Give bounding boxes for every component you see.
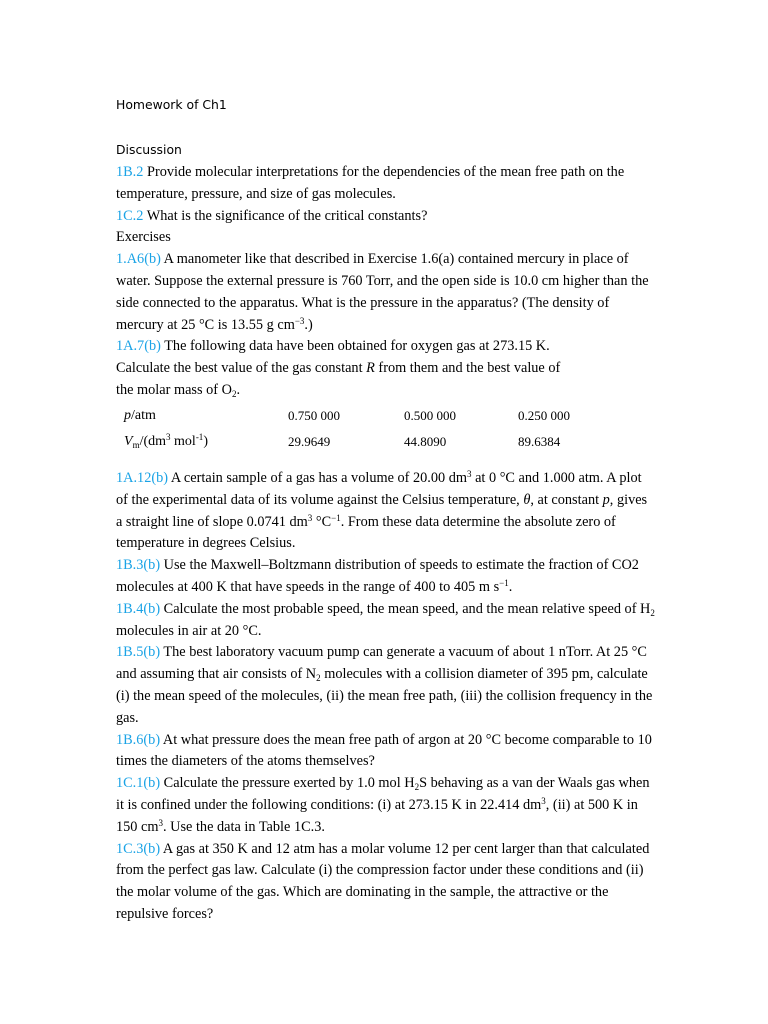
problem-text: The following data have been obtained for oxygen gas at 273.15 K. xyxy=(164,338,550,355)
exercise-item: 1C.1(b) Calculate the pressure exerted by 1.0 mol $H_2S$ behaving as a van der Waals gas when it is confined under the following conditions: (i) at 273.15 K in 22.414 $dm^3$, (ii) at 500 K in 150 $cm^3$. Use the data in Table 1C.3. xyxy=(116,775,650,835)
exercise-item: 1B.5(b) The best laboratory vacuum pump can generate a vacuum of about 1 nTorr. At 25 °C and assuming that air consists of $N_2$ molecules with a collision diameter of 395 pm, calculate (i) the mean speed of the molecules, (ii) the mean free path, (iii) the collision frequency in the gas. xyxy=(116,644,653,726)
section-heading-discussion: Discussion xyxy=(116,142,182,157)
subscript: 2 xyxy=(231,388,237,399)
problem-text: . xyxy=(236,381,241,398)
data-table xyxy=(124,403,618,455)
exercise-item: 1B.3(b) Use the Maxwell–Boltzmann distribution of speeds to estimate the fraction of CO2 molecules at 400 K that have speeds in the range of 400 to 405 m $s^{-1}$. xyxy=(116,557,639,595)
problem-text: Provide molecular interpretations for the dependencies of the mean free path on the temperature, pressure, and size of gas molecules. xyxy=(116,164,625,202)
problem-id: 1B.3(b) xyxy=(116,557,161,574)
exercise-item xyxy=(116,336,656,401)
table-cell: 0.750 000 xyxy=(288,408,340,423)
problem-id: 1B.4(b) xyxy=(116,600,161,617)
discussion-item xyxy=(116,162,656,206)
problem-id: 1B.6(b) xyxy=(116,731,161,748)
problem-id: 1B.2 xyxy=(116,164,144,180)
table-row xyxy=(124,403,618,429)
exercise-item: 1B.4(b) Calculate the most probable speed, the mean speed, and the mean relative speed of $H_2$ molecules in air at 20 °C. xyxy=(116,600,655,639)
variable: R xyxy=(366,360,375,377)
exercise-item: 1B.6(b) At what pressure does the mean free path of argon at 20 °C become comparable to 10 times the diameters of the atoms themselves? xyxy=(116,731,652,770)
table-cell: 0.500 000 xyxy=(404,408,456,423)
table-row-label: p/atm xyxy=(124,408,156,423)
problem-id: 1.A6(b) xyxy=(116,251,161,268)
problem-text: What is the significance of the critical constants? xyxy=(146,207,428,224)
exercise-list xyxy=(116,468,656,926)
page-title: Homework of Ch1 xyxy=(116,97,227,112)
discussion-list xyxy=(116,162,656,402)
exercise-item: 1A.12(b) A certain sample of a gas has a volume of 20.00 $dm^3$ at 0 °C and 1.000 atm. A plot of the experimental data of its volume against the Celsius temperature, θ, at constant p, gives a straight line of slope 0.0741 $dm^3$ $^\circ C^{-1}$. From these data determine the absolute zero of temperature in degrees Celsius. xyxy=(116,469,648,552)
problem-id: 1A.12(b) xyxy=(116,470,169,486)
problem-text-tail: .) xyxy=(304,316,313,333)
discussion-item xyxy=(116,206,656,228)
table-row xyxy=(124,429,618,455)
problem-text: from them and the best value of xyxy=(374,360,561,377)
table-row-label: $V_m/(dm^3$ mol$^{-1}$) xyxy=(124,432,208,450)
section-heading-exercises: Exercises xyxy=(116,229,171,246)
problem-id: 1C.2 xyxy=(116,207,144,224)
problem-text: the molar mass of O xyxy=(116,381,232,398)
table-cell: 0.250 000 xyxy=(518,408,570,423)
problem-id: 1A.7(b) xyxy=(116,338,161,355)
exercise-item xyxy=(116,249,656,336)
problem-id: 1B.5(b) xyxy=(116,644,161,661)
superscript: −3 xyxy=(294,315,305,326)
problem-text: A manometer like that described in Exercise 1.6(a) contained mercury in place of water. Suppose the external pressure is 760 Torr, and the open side is 10.0 cm higher than the side connected to the apparatus. What is the pressure in the apparatus? (The density of mercury at 25 °C is 13.55 g cm xyxy=(116,251,649,333)
table-cell: 44.8090 xyxy=(404,434,447,449)
problem-id: 1C.3(b) xyxy=(116,840,161,857)
table-cell: 29.9649 xyxy=(288,434,331,449)
table-cell: 89.6384 xyxy=(518,434,561,449)
problem-id: 1C.1(b) xyxy=(116,775,161,792)
problem-text: Calculate the best value of the gas constant xyxy=(116,360,367,377)
exercise-item: 1C.3(b) A gas at 350 K and 12 atm has a molar volume 12 per cent larger than that calculated from the perfect gas law. Calculate (i) the compression factor under these conditions and (ii) the molar volume of the gas. Which are dominating in the sample, the attractive or the repulsive forces? xyxy=(116,840,650,922)
